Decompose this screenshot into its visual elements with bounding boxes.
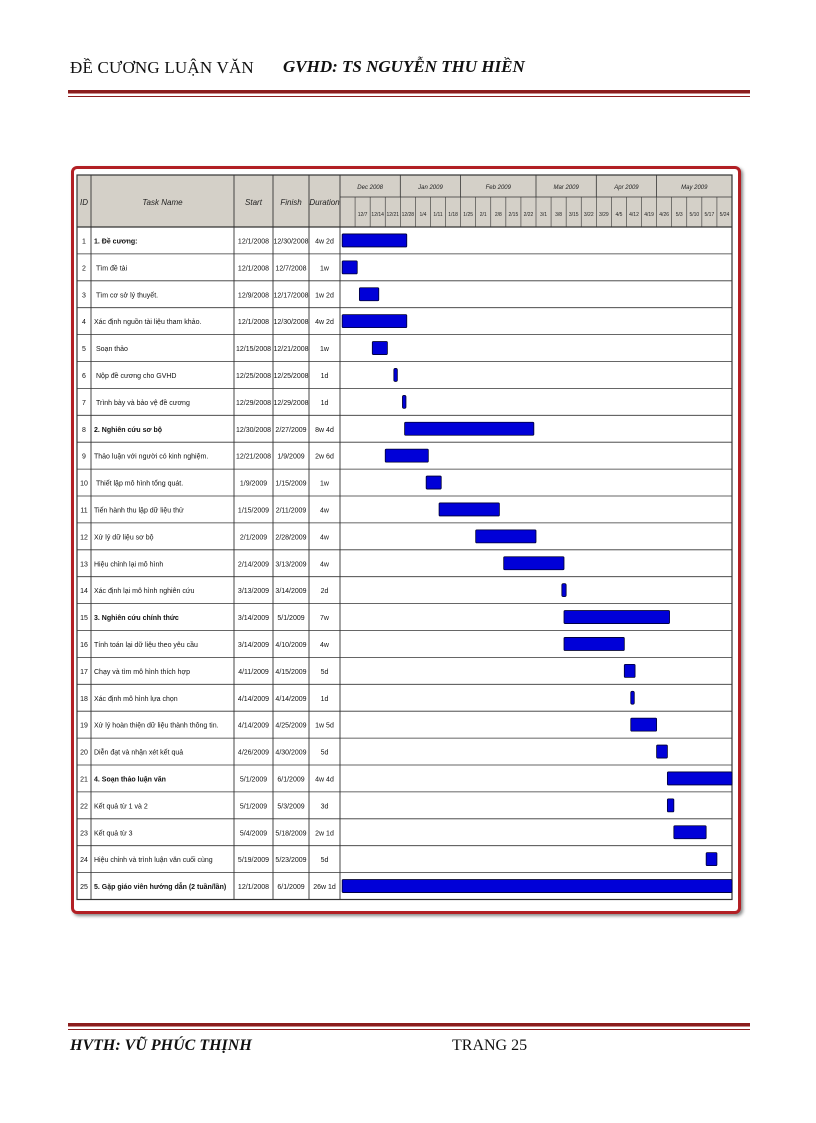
gantt-bar	[439, 503, 499, 516]
task-duration: 1w 2d	[315, 292, 334, 300]
task-start: 3/13/2009	[237, 588, 270, 596]
task-id: 15	[80, 615, 88, 623]
task-start: 12/21/2008	[235, 453, 272, 461]
week-label: 3/29	[598, 212, 609, 218]
gantt-bar	[564, 637, 624, 650]
gantt-bar	[631, 691, 635, 704]
week-label: 5/3	[675, 212, 683, 218]
gantt-bar	[504, 557, 564, 570]
task-finish: 6/1/2009	[277, 884, 305, 892]
task-finish: 1/9/2009	[277, 453, 305, 461]
week-label: 2/15	[508, 212, 519, 218]
week-label: 2/8	[494, 212, 502, 218]
task-start: 4/11/2009	[238, 668, 269, 676]
task-start: 3/14/2009	[237, 615, 270, 623]
task-name: Chạy và tìm mô hình thích hợp	[94, 668, 191, 676]
header-advisor: GVHD: TS NGUYỄN THU HIỀN	[283, 57, 525, 76]
task-finish: 5/23/2009	[275, 857, 307, 865]
task-name: Trình bày và bảo vệ đề cương	[96, 399, 190, 407]
gantt-bar	[476, 530, 536, 543]
gantt-bar	[674, 826, 706, 839]
task-id: 4	[82, 319, 86, 327]
gantt-chart-frame	[71, 166, 741, 914]
gantt-bar	[667, 772, 732, 785]
task-duration: 1d	[320, 399, 329, 407]
week-label: 12/14	[371, 212, 384, 218]
task-finish: 1/15/2009	[275, 480, 307, 488]
task-finish: 12/7/2008	[275, 265, 307, 273]
column-header-start: Start	[245, 198, 262, 207]
task-start: 3/14/2009	[237, 641, 270, 649]
gantt-bar	[359, 288, 378, 301]
task-start: 12/9/2008	[237, 292, 270, 300]
task-finish: 4/25/2009	[275, 722, 307, 730]
gantt-chart	[74, 169, 738, 911]
header-rule-thin	[68, 96, 750, 97]
week-label: 5/24	[719, 212, 730, 218]
task-duration: 2w 6d	[315, 453, 334, 461]
task-id: 8	[82, 426, 86, 434]
task-start: 12/1/2008	[237, 884, 270, 892]
gantt-bar	[342, 261, 357, 274]
task-start: 5/4/2009	[239, 830, 268, 838]
task-finish: 6/1/2009	[277, 776, 305, 784]
task-name: Diễn đạt và nhận xét kết quả	[94, 749, 184, 757]
week-label: 2/1	[479, 212, 487, 218]
task-finish: 12/25/2008	[273, 372, 309, 380]
week-label: 1/25	[463, 212, 474, 218]
task-finish: 2/27/2009	[275, 426, 307, 434]
task-start: 4/26/2009	[237, 749, 270, 757]
week-label: 1/11	[433, 212, 443, 218]
task-finish: 5/3/2009	[277, 803, 305, 811]
task-finish: 12/21/2008	[273, 346, 309, 354]
task-finish: 4/14/2009	[275, 695, 307, 703]
task-name: Kết quả từ 1 và 2	[94, 803, 148, 811]
task-duration: 8w 4d	[315, 426, 334, 434]
week-label: 4/5	[615, 212, 623, 218]
month-label: Mar 2009	[553, 185, 579, 191]
task-id: 6	[82, 372, 86, 380]
footer-student: HVTH: VŨ PHÚC THỊNH	[70, 1037, 252, 1054]
gantt-bar	[562, 584, 566, 597]
task-finish: 12/17/2008	[273, 292, 309, 300]
task-id: 14	[80, 588, 88, 596]
week-label: 1/4	[419, 212, 427, 218]
task-id: 12	[80, 534, 88, 542]
task-finish: 2/11/2009	[275, 507, 307, 515]
task-start: 12/15/2008	[235, 346, 272, 354]
task-id: 7	[82, 399, 86, 407]
task-id: 23	[80, 830, 88, 838]
task-name: Tìm cơ sở lý thuyết.	[96, 292, 159, 300]
task-duration: 2w 1d	[315, 830, 334, 838]
task-finish: 12/30/2008	[273, 319, 309, 327]
week-label: 4/12	[629, 212, 639, 218]
header-title: ĐỀ CƯƠNG LUẬN VĂN	[70, 58, 254, 77]
week-label: 5/10	[689, 212, 700, 218]
task-duration: 5d	[320, 668, 329, 676]
gantt-bar	[564, 611, 670, 624]
week-label: 1/18	[448, 212, 458, 218]
task-start: 12/1/2008	[237, 265, 270, 273]
week-label: 2/22	[523, 212, 534, 218]
task-name: Xử lý hoàn thiện dữ liệu thành thông tin.	[94, 722, 219, 730]
task-id: 13	[80, 561, 88, 569]
task-duration: 2d	[320, 588, 329, 596]
task-name: Tìm đề tài	[96, 265, 128, 273]
task-id: 3	[82, 292, 86, 300]
task-duration: 4w	[320, 561, 329, 569]
task-duration: 5d	[320, 857, 329, 865]
week-label: 12/21	[386, 212, 400, 218]
gantt-bar	[631, 718, 657, 731]
task-duration: 26w 1d	[313, 884, 336, 892]
task-name: Nộp đề cương cho GVHD	[96, 372, 177, 380]
task-finish: 2/28/2009	[275, 534, 307, 542]
task-duration: 7w	[320, 615, 329, 623]
week-label: 12/7	[357, 212, 368, 218]
gantt-bar	[394, 368, 398, 381]
column-header-duration: Duration	[309, 198, 340, 207]
task-finish: 5/18/2009	[275, 830, 307, 838]
task-start: 5/19/2009	[237, 857, 270, 865]
task-duration: 1d	[320, 695, 329, 703]
gantt-bar	[385, 449, 428, 462]
task-duration: 4w 2d	[315, 238, 334, 246]
task-id: 16	[80, 641, 88, 649]
task-name: Thảo luận với người có kinh nghiệm.	[94, 453, 209, 461]
task-finish: 12/30/2008	[273, 238, 309, 246]
gantt-bar	[342, 315, 407, 328]
task-id: 22	[80, 803, 88, 811]
gantt-bar	[402, 395, 406, 408]
task-start: 5/1/2009	[239, 803, 268, 811]
task-id: 17	[80, 668, 88, 676]
column-header-name: Task Name	[142, 198, 183, 207]
task-duration: 4w	[320, 534, 329, 542]
gantt-bar	[426, 476, 441, 489]
task-start: 4/14/2009	[237, 722, 270, 730]
header-rule	[68, 90, 750, 94]
gantt-bar	[667, 799, 673, 812]
gantt-bar	[372, 342, 387, 355]
week-label: 3/15	[568, 212, 579, 218]
task-start: 1/15/2009	[237, 507, 270, 515]
task-id: 5	[82, 346, 86, 354]
task-duration: 5d	[320, 749, 329, 757]
task-name: Xác định lại mô hình nghiên cứu	[94, 588, 195, 596]
task-start: 2/14/2009	[237, 561, 270, 569]
gantt-bar	[706, 853, 717, 866]
task-duration: 1w	[320, 265, 329, 273]
task-duration: 4w	[320, 641, 329, 649]
task-duration: 1w	[320, 346, 329, 354]
task-name: Hiệu chỉnh lại mô hình	[94, 561, 164, 569]
task-start: 12/29/2008	[235, 399, 272, 407]
task-id: 1	[82, 238, 86, 246]
task-name: Kết quả từ 3	[94, 830, 133, 838]
task-finish: 4/15/2009	[275, 668, 307, 676]
month-label: Feb 2009	[485, 185, 511, 191]
gantt-bar	[342, 234, 407, 247]
task-id: 2	[82, 265, 86, 273]
week-label: 12/28	[401, 212, 415, 218]
task-name: Thiết lập mô hình tổng quát.	[96, 480, 184, 488]
task-duration: 4w 2d	[315, 319, 334, 327]
task-finish: 3/13/2009	[275, 561, 307, 569]
week-label: 4/19	[644, 212, 654, 218]
column-header-id: ID	[80, 198, 88, 207]
task-finish: 4/30/2009	[275, 749, 307, 757]
task-start: 2/1/2009	[239, 534, 268, 542]
task-name: 4. Soạn thảo luận văn	[94, 776, 166, 784]
gantt-bar	[405, 422, 534, 435]
task-id: 19	[80, 722, 88, 730]
month-label: Apr 2009	[614, 185, 639, 191]
week-label: 3/1	[540, 212, 548, 218]
month-label: Dec 2008	[357, 185, 383, 191]
week-label: 3/8	[555, 212, 563, 218]
task-duration: 4w	[320, 507, 329, 515]
task-id: 9	[82, 453, 86, 461]
task-start: 5/1/2009	[239, 776, 268, 784]
task-name: 3. Nghiên cứu chính thức	[94, 615, 179, 623]
task-id: 24	[80, 857, 88, 865]
task-name: Xác định mô hình lựa chọn	[94, 695, 178, 703]
task-id: 20	[80, 749, 88, 757]
gantt-border	[77, 175, 732, 900]
task-finish: 4/10/2009	[275, 641, 307, 649]
task-name: Soạn thảo	[96, 346, 128, 354]
task-name: Xử lý dữ liệu sơ bộ	[94, 534, 154, 542]
column-header-finish: Finish	[280, 198, 302, 207]
task-name: Hiệu chỉnh và trình luận văn cuối cùng	[94, 857, 213, 865]
task-start: 12/1/2008	[237, 319, 270, 327]
task-name: 2. Nghiên cứu sơ bộ	[94, 426, 162, 434]
footer-rule-thin	[68, 1029, 750, 1030]
task-duration: 3d	[320, 803, 329, 811]
task-start: 4/14/2009	[237, 695, 270, 703]
task-id: 18	[80, 695, 88, 703]
task-start: 12/25/2008	[235, 372, 272, 380]
gantt-bar	[342, 880, 732, 893]
footer-rule	[68, 1023, 750, 1027]
task-name: Tiến hành thu lập dữ liệu thử	[94, 507, 184, 515]
gantt-bar	[657, 745, 668, 758]
gantt-bar	[624, 664, 635, 677]
task-name: 5. Gặp giáo viên hướng dẫn (2 tuần/lần)	[94, 884, 227, 892]
month-label: Jan 2009	[418, 185, 443, 191]
task-duration: 1w 5d	[315, 722, 334, 730]
week-label: 3/22	[583, 212, 594, 218]
task-duration: 4w 4d	[315, 776, 334, 784]
task-finish: 5/1/2009	[277, 615, 305, 623]
task-duration: 1d	[320, 372, 329, 380]
task-finish: 3/14/2009	[275, 588, 307, 596]
month-label: May 2009	[681, 185, 708, 191]
task-id: 10	[80, 480, 88, 488]
week-label: 4/26	[659, 212, 670, 218]
task-start: 12/30/2008	[235, 426, 272, 434]
task-id: 25	[80, 884, 88, 892]
task-name: 1. Đề cương:	[94, 238, 138, 246]
task-start: 1/9/2009	[239, 480, 268, 488]
week-label: 5/17	[704, 212, 715, 218]
task-finish: 12/29/2008	[273, 399, 309, 407]
task-id: 21	[80, 776, 88, 784]
task-start: 12/1/2008	[237, 238, 270, 246]
task-id: 11	[80, 507, 88, 515]
page-number: TRANG 25	[452, 1037, 528, 1054]
task-name: Tính toán lại dữ liệu theo yêu cầu	[94, 641, 198, 649]
task-duration: 1w	[320, 480, 329, 488]
task-name: Xác định nguồn tài liệu tham khảo.	[94, 319, 202, 327]
